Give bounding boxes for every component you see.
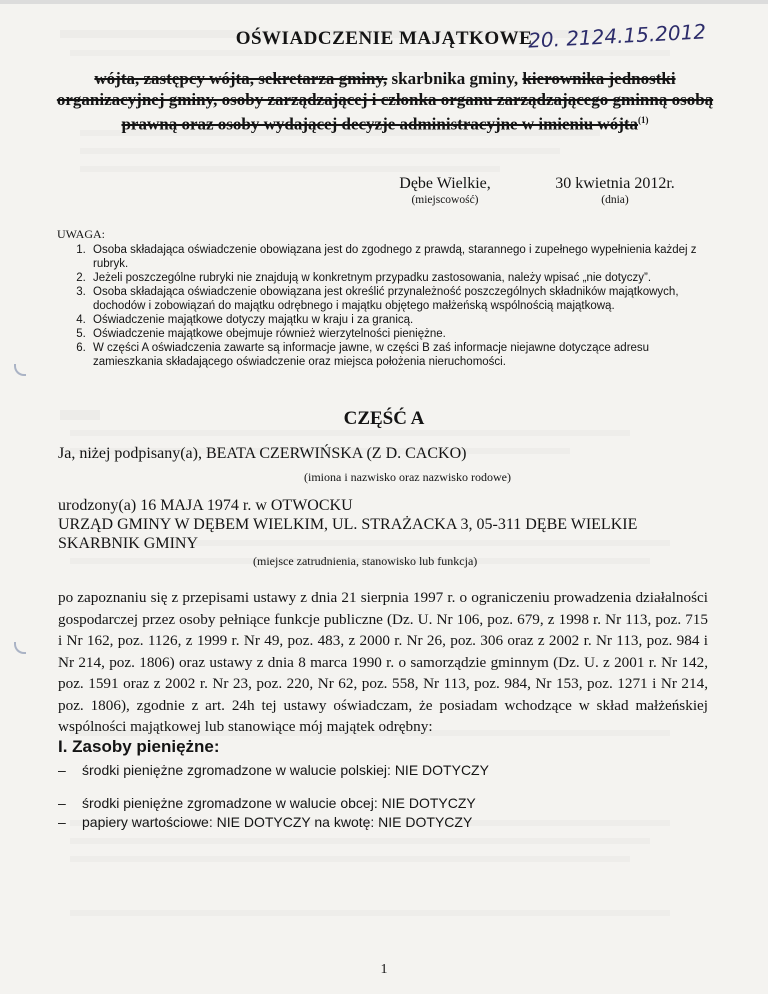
date-value: 30 kwietnia 2012r. <box>555 175 675 192</box>
declarant-caption: (imiona i nazwisko oraz nazwisko rodowe) <box>304 470 511 484</box>
selected-position: skarbnika gminy, <box>391 69 519 88</box>
place-value: Dębe Wielkie, <box>399 175 491 192</box>
notice-item: 1. Osoba składająca oświadczenie obowiązana jest do zgodnego z prawdą, starannego i zupełnego wypełnienia każdej z rubryk. <box>89 243 717 271</box>
part-title: CZĘŚĆ A <box>343 408 425 429</box>
birth-line: urodzony(a) 16 MAJA 1974 r. w OTWOCKU <box>58 497 353 514</box>
page-number: 1 <box>380 962 388 977</box>
notice-item: 3. Osoba składająca oświadczenie obowiązana jest określić przynależność poszczególnych składników majątkowych, dochodów i zobowiązań do majątku odrębnego i majątku objętego małżeńską wspólnością majątkową. <box>89 285 717 313</box>
declarant-line: Ja, niżej podpisany(a), BEATA CZERWIŃSKA (Z D. CACKO) <box>58 445 467 462</box>
list-item-text: papiery wartościowe: NIE DOTYCZY na kwotę: NIE DOTYCZY <box>82 814 473 830</box>
legal-basis-paragraph: po zapoznaniu się z przepisami ustawy z dnia 21 sierpnia 1997 r. o ograniczeniu prowadzenia działalności gospodarczej przez osoby pełniące funkcje publiczne (Dz. U. Nr 106, poz. 679, z 1998 r. Nr 113, poz. 715 i Nr 162, poz. 1126, z 1999 r. Nr 49, poz. 483, z 2000 r. Nr 26, poz. 306 oraz z 2002 r. Nr 113, poz. 984 i Nr 214, poz. 1806) oraz ustawy z dnia 8 marca 1990 r. o samorządzie gminnym (Dz. U. z 2001 r. Nr 142, poz. 1591 oraz z 2002 r. Nr 23, poz. 220, Nr 62, poz. 558, Nr 113, poz. 984, Nr 153, poz. 1271 i Nr 214, poz. 1806), zgodnie z art. 24h tej ustawy oświadczam, że posiadam wchodzące w skład małżeńskiej wspólności majątkowej lub stanowiące mój majątek odrębny: <box>58 589 708 735</box>
handwritten-reference-note: 20. 2124.15.2012 <box>527 19 707 53</box>
employer-caption: (miejsce zatrudnienia, stanowisko lub funkcja) <box>253 554 478 568</box>
notice-block <box>57 227 717 369</box>
notice-label: UWAGA: <box>57 227 105 241</box>
section-heading-cash-assets: I. Zasoby pieniężne: <box>58 737 220 756</box>
employer-line: URZĄD GMINY W DĘBEM WIELKIM, UL. STRAŻACKA 3, 05-311 DĘBE WIELKIE <box>58 516 638 533</box>
scan-edge <box>0 0 768 4</box>
list-item <box>58 814 472 830</box>
notice-list <box>57 243 717 369</box>
position-line: SKARBNIK GMINY <box>58 535 199 552</box>
struck-positions-2: kierownika jednostki organizacyjnej gminy, osoby zarządzającej i członka organu zarządzającego gminną osobą prawną oraz osoby wydającej decyzje administracyjne w imieniu wójta <box>56 69 714 134</box>
notice-item: 2. Jeżeli poszczególne rubryki nie znajdują w konkretnym przypadku zastosowania, należy wpisać „nie dotyczy”. <box>89 271 717 285</box>
place-caption: (miejscowość) <box>411 194 479 206</box>
notice-item: 4. Oświadczenie majątkowe dotyczy majątku w kraju i za granicą. <box>89 313 717 327</box>
list-dash: – <box>58 795 66 811</box>
list-item-text: środki pieniężne zgromadzone w walucie obcej: NIE DOTYCZY <box>82 795 476 811</box>
list-item <box>58 762 489 778</box>
place-field <box>380 175 510 206</box>
struck-positions-1: wójta, zastępcy wójta, sekretarza gminy, <box>94 69 388 88</box>
position-heading <box>40 68 730 135</box>
footnote-marker: (1) <box>638 115 649 125</box>
date-field <box>545 175 685 206</box>
list-item-text: środki pieniężne zgromadzone w walucie polskiej: NIE DOTYCZY <box>82 762 489 778</box>
notice-item: 5. Oświadczenie majątkowe obejmuje również wierzytelności pieniężne. <box>89 327 717 341</box>
punch-hole-mark <box>14 642 26 654</box>
document-title: OŚWIADCZENIE MAJĄTKOWE <box>235 28 533 49</box>
list-dash: – <box>58 814 66 830</box>
date-caption: (dnia) <box>601 194 629 206</box>
list-item <box>58 795 476 811</box>
notice-item: 6. W części A oświadczenia zawarte są informacje jawne, w części B zaś informacje niejawne dotyczące adresu zamieszkania składającego oświadczenie oraz miejsca położenia nieruchomości. <box>89 341 717 369</box>
punch-hole-mark <box>14 364 26 376</box>
list-dash: – <box>58 762 66 778</box>
